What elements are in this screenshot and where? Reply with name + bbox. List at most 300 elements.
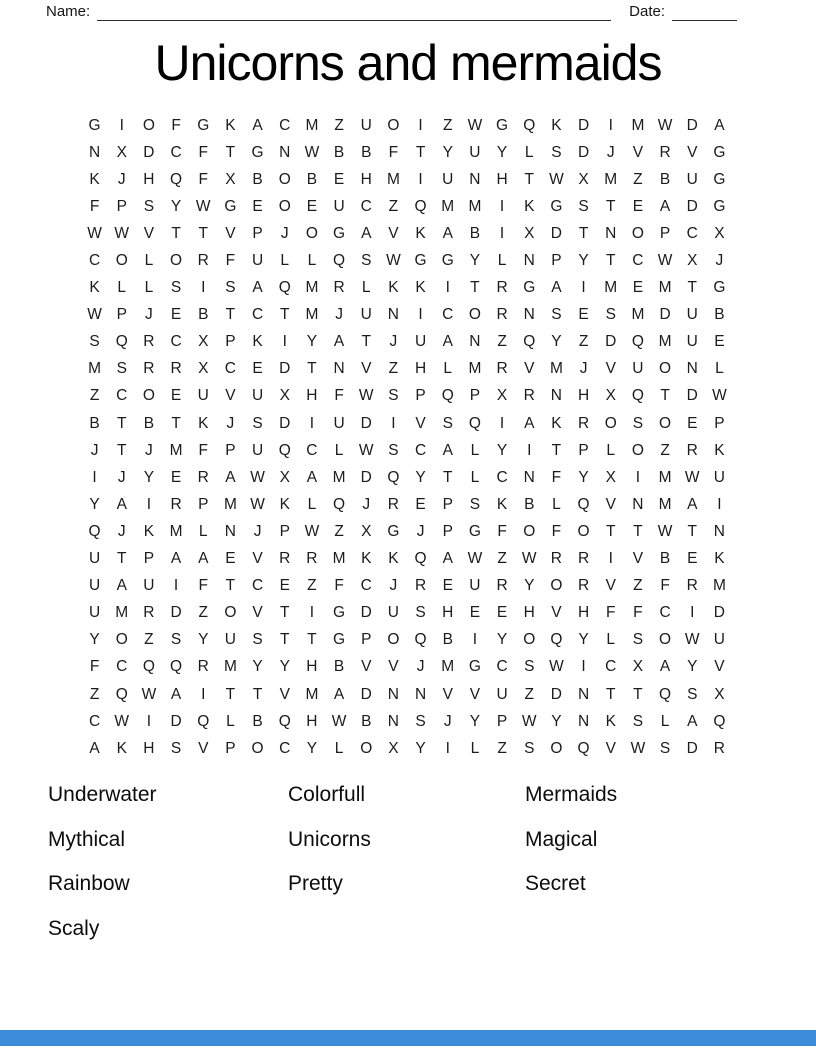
grid-cell: L [226,712,235,730]
grid-cell: W [331,712,347,730]
grid-cell: G [496,116,509,134]
grid-cell: I [201,279,206,297]
grid-cell: I [445,739,450,757]
grid-cell: E [714,333,725,351]
grid-cell: U [333,197,345,215]
grid-cell: I [527,441,532,459]
grid-cell: P [659,224,671,242]
grid-cell: O [142,387,155,405]
grid-cell: Z [524,685,534,703]
grid-cell: W [304,522,320,540]
grid-cell: Y [551,333,562,351]
grid-cell: Y [578,252,589,270]
grid-cell: L [280,252,290,270]
grid-cell: T [551,441,562,459]
grid-cell: L [524,143,534,161]
grid-cell: B [252,712,263,730]
grid-cell: M [169,522,183,540]
grid-cell: T [117,441,127,459]
grid-cell: S [225,279,236,297]
grid-cell: X [225,170,236,188]
grid-cell: R [306,550,318,568]
grid-cell: E [252,197,263,215]
grid-cell: L [552,495,561,513]
grid-cell: A [225,468,236,486]
grid-cell: G [88,116,101,134]
grid-cell: O [550,739,563,757]
grid-cell: M [468,197,482,215]
grid-cell: C [496,468,508,486]
grid-cell: N [523,306,535,324]
grid-cell: Y [89,631,100,649]
grid-cell: P [198,495,209,513]
grid-cell: I [146,495,152,513]
grid-cell: Q [88,522,101,540]
grid-cell: Y [578,631,589,649]
word-column-2 [288,773,371,907]
grid-cell: M [712,577,726,595]
grid-cell: B [143,414,155,432]
grid-cell: C [632,252,644,270]
grid-cell: J [715,252,724,270]
grid-cell: Y [89,495,100,513]
grid-cell: I [309,414,315,432]
grid-cell: A [687,495,698,513]
grid-cell: E [687,414,698,432]
grid-cell: T [578,224,589,242]
grid-cell: H [523,604,535,622]
grid-cell: U [251,441,264,459]
grid-cell: G [523,279,536,297]
grid-cell: D [686,116,698,134]
grid-cell: Y [496,631,508,649]
grid-cell: O [659,631,672,649]
grid-cell: T [633,522,643,540]
grid-cell: M [468,360,482,378]
grid-cell: H [496,170,508,188]
grid-cell: R [197,252,209,270]
grid-cell: K [225,116,236,134]
grid-cell: L [470,468,480,486]
grid-cell: R [197,658,209,676]
grid-cell: L [470,441,480,459]
grid-cell: V [687,143,698,161]
grid-cell: Z [89,685,100,703]
grid-cell: C [88,252,101,270]
grid-cell: W [467,116,483,134]
grid-cell: Y [469,712,481,730]
grid-cell: S [361,252,372,270]
grid-cell: A [524,414,535,432]
grid-cell: U [496,685,508,703]
grid-cell: J [443,712,452,730]
grid-cell: D [605,333,617,351]
grid-cell: Z [578,333,589,351]
grid-cell: Q [414,550,427,568]
grid-cell: D [360,468,372,486]
grid-cell: G [713,279,726,297]
grid-cell: A [170,685,182,703]
grid-cell: V [279,685,290,703]
grid-cell: I [418,116,423,134]
grid-cell: Z [633,577,643,595]
grid-cell: D [686,197,698,215]
grid-cell: I [146,712,152,730]
grid-cell: F [633,604,643,622]
grid-cell: V [632,550,644,568]
grid-cell: A [116,577,127,595]
grid-cell: P [442,495,453,513]
grid-cell: R [686,441,698,459]
grid-cell: T [171,224,181,242]
grid-cell: X [605,387,616,405]
grid-cell: M [305,685,319,703]
grid-cell: A [687,712,698,730]
grid-cell: I [581,658,586,676]
grid-cell: Y [551,712,562,730]
grid-cell: N [713,522,725,540]
grid-cell: X [632,658,644,676]
grid-cell: O [577,522,590,540]
grid-cell: K [524,197,535,215]
grid-cell: M [115,604,129,622]
grid-cell: Y [469,252,481,270]
grid-cell: X [714,224,725,242]
grid-cell: I [499,414,505,432]
grid-cell: X [578,170,589,188]
grid-cell: O [468,306,481,324]
grid-cell: Q [577,739,590,757]
grid-cell: U [469,143,481,161]
grid-cell: Y [524,577,535,595]
grid-cell: V [605,360,616,378]
grid-cell: Q [414,197,427,215]
grid-cell: X [714,685,725,703]
grid-cell: K [361,550,372,568]
grid-cell: K [496,495,508,513]
grid-cell: I [201,685,206,703]
grid-cell: X [116,143,127,161]
grid-cell: K [714,441,725,459]
grid-cell: A [170,550,182,568]
grid-cell: T [524,170,534,188]
grid-cell: L [470,739,480,757]
name-blank-line [97,3,611,21]
grid-cell: Z [497,333,507,351]
grid-cell: V [442,685,453,703]
grid-cell: S [388,441,399,459]
grid-cell: E [469,604,481,622]
grid-cell: P [252,224,263,242]
grid-cell: T [606,252,616,270]
grid-cell: S [605,306,616,324]
grid-cell: U [632,360,644,378]
grid-cell: Q [577,495,590,513]
grid-cell: M [305,306,319,324]
grid-cell: S [687,685,698,703]
grid-cell: W [386,252,401,270]
grid-cell: R [279,550,291,568]
grid-cell: E [632,279,644,297]
grid-cell: U [333,414,345,432]
grid-cell: K [116,739,127,757]
grid-cell: B [333,658,345,676]
grid-cell: I [608,116,613,134]
grid-cell: D [713,604,725,622]
grid-cell: A [442,441,453,459]
grid-cell: B [198,306,209,324]
grid-cell: P [469,387,481,405]
grid-cell: W [521,550,537,568]
footer-bar [0,1030,816,1046]
grid-cell: E [415,495,426,513]
grid-cell: I [717,495,722,513]
grid-cell: N [224,522,236,540]
grid-cell: Y [496,441,508,459]
grid-cell: A [306,468,318,486]
grid-cell: R [170,495,182,513]
grid-cell: N [550,387,562,405]
grid-cell: Z [198,604,208,622]
grid-cell: R [523,387,535,405]
grid-cell: A [442,550,453,568]
grid-cell: Y [279,658,290,676]
grid-cell: K [279,495,290,513]
grid-cell: I [445,279,450,297]
grid-cell: E [170,387,182,405]
grid-cell: P [116,306,127,324]
grid-cell: Y [170,197,182,215]
grid-cell: F [198,143,208,161]
grid-cell: R [577,577,590,595]
grid-cell: F [497,522,507,540]
grid-cell: C [116,387,128,405]
grid-cell: T [443,468,453,486]
grid-cell: G [333,631,346,649]
grid-cell: N [387,685,399,703]
grid-cell: V [605,495,616,513]
grid-cell: J [606,143,615,161]
grid-cell: W [657,116,673,134]
grid-cell: Y [415,468,426,486]
grid-cell: Q [278,279,291,297]
grid-cell: F [388,143,399,161]
grid-cell: N [469,170,481,188]
grid-cell: E [279,577,290,595]
grid-cell: R [170,360,182,378]
date-blank-line [672,3,737,21]
grid-cell: Q [387,468,400,486]
grid-cell: R [496,360,508,378]
grid-cell: N [469,333,481,351]
grid-cell: K [551,116,562,134]
grid-cell: G [224,197,237,215]
grid-cell: W [195,197,211,215]
grid-cell: B [469,224,481,242]
grid-cell: T [117,550,127,568]
grid-cell: W [684,631,700,649]
grid-cell: U [251,387,264,405]
grid-cell: I [635,468,641,486]
grid-cell: D [170,712,182,730]
grid-cell: J [389,333,398,351]
grid-cell: V [551,604,562,622]
grid-cell: C [279,116,291,134]
word-item: Rainbow [48,872,130,896]
grid-cell: N [88,143,101,161]
grid-cell: V [605,577,616,595]
puzzle-title: Unicorns and mermaids [154,35,662,91]
grid-cell: O [142,116,155,134]
grid-cell: Q [659,685,672,703]
grid-cell: R [496,577,508,595]
grid-cell: S [524,739,535,757]
grid-cell: B [524,495,535,513]
grid-cell: Q [115,685,128,703]
grid-cell: T [280,306,290,324]
grid-cell: N [387,306,399,324]
grid-cell: T [687,279,697,297]
grid-cell: P [143,550,155,568]
grid-cell: T [225,143,236,161]
grid-cell: A [442,224,453,242]
grid-cell: X [198,360,209,378]
grid-cell: K [605,712,616,730]
grid-cell: U [88,604,101,622]
grid-cell: P [279,522,290,540]
grid-cell: W [358,387,374,405]
grid-cell: A [659,658,671,676]
grid-cell: D [659,306,671,324]
grid-cell: I [499,197,505,215]
grid-cell: S [442,414,453,432]
grid-cell: I [472,631,478,649]
grid-cell: O [631,224,644,242]
grid-cell: X [388,739,399,757]
grid-cell: A [333,333,345,351]
grid-cell: F [198,441,208,459]
grid-cell: P [361,631,372,649]
grid-cell: F [225,252,236,270]
grid-cell: E [442,577,453,595]
grid-cell: A [659,197,671,215]
grid-cell: O [659,360,672,378]
grid-cell: X [496,387,508,405]
grid-cell: R [713,739,725,757]
header [46,3,737,21]
grid-cell: C [88,712,101,730]
grid-cell: I [119,116,124,134]
grid-cell: T [307,360,317,378]
grid-cell: U [686,306,698,324]
grid-cell: U [686,333,698,351]
grid-cell: K [415,224,426,242]
grid-cell: G [251,143,264,161]
letter-grid [81,112,733,762]
grid-cell: X [279,468,290,486]
grid-cell: A [714,116,725,134]
grid-cell: C [251,306,264,324]
grid-cell: A [252,279,263,297]
grid-cell: Z [334,522,344,540]
grid-cell: C [170,143,182,161]
grid-cell: R [577,550,590,568]
grid-cell: A [551,279,562,297]
grid-cell: J [416,522,425,540]
grid-cell: T [660,387,670,405]
grid-cell: G [468,658,481,676]
grid-cell: B [333,143,345,161]
grid-cell: K [714,550,725,568]
grid-cell: L [361,279,371,297]
grid-cell: H [306,712,318,730]
grid-cell: O [604,414,617,432]
grid-cell: L [715,360,724,378]
grid-cell: L [198,522,208,540]
grid-cell: N [686,360,698,378]
grid-cell: Q [631,333,644,351]
grid-cell: F [171,116,181,134]
grid-cell: H [577,604,590,622]
grid-cell: G [387,522,400,540]
grid-cell: T [280,631,290,649]
grid-cell: W [549,170,564,188]
grid-cell: J [253,522,262,540]
grid-cell: F [89,197,100,215]
grid-cell: L [606,441,616,459]
grid-cell: T [225,306,236,324]
grid-cell: S [415,712,426,730]
grid-cell: W [467,550,483,568]
grid-cell: M [441,658,455,676]
grid-cell: R [414,577,427,595]
grid-cell: J [117,468,126,486]
grid-cell: K [89,279,100,297]
grid-cell: Q [550,631,563,649]
grid-cell: Y [496,143,508,161]
grid-cell: V [361,658,372,676]
grid-cell: Z [497,739,507,757]
grid-cell: W [657,522,673,540]
grid-cell: U [251,252,264,270]
grid-cell: I [391,414,396,432]
grid-cell: Q [142,658,155,676]
grid-cell: I [499,224,505,242]
grid-cell: S [551,143,562,161]
grid-cell: O [360,739,373,757]
grid-cell: D [550,685,562,703]
grid-cell: Z [497,550,507,568]
word-item: Secret [525,872,586,896]
grid-cell: K [551,414,562,432]
grid-cell: X [524,224,535,242]
grid-cell: U [713,468,725,486]
grid-cell: N [523,468,535,486]
grid-cell: R [550,550,562,568]
grid-cell: T [307,631,317,649]
grid-cell: M [604,170,618,188]
grid-cell: M [631,306,645,324]
grid-cell: W [250,468,265,486]
grid-cell: Y [442,143,453,161]
grid-cell: D [279,360,291,378]
grid-cell: M [658,279,672,297]
grid-cell: Q [278,441,291,459]
grid-cell: Q [333,495,346,513]
grid-cell: H [360,170,372,188]
grid-cell: U [442,170,454,188]
grid-cell: W [358,441,374,459]
